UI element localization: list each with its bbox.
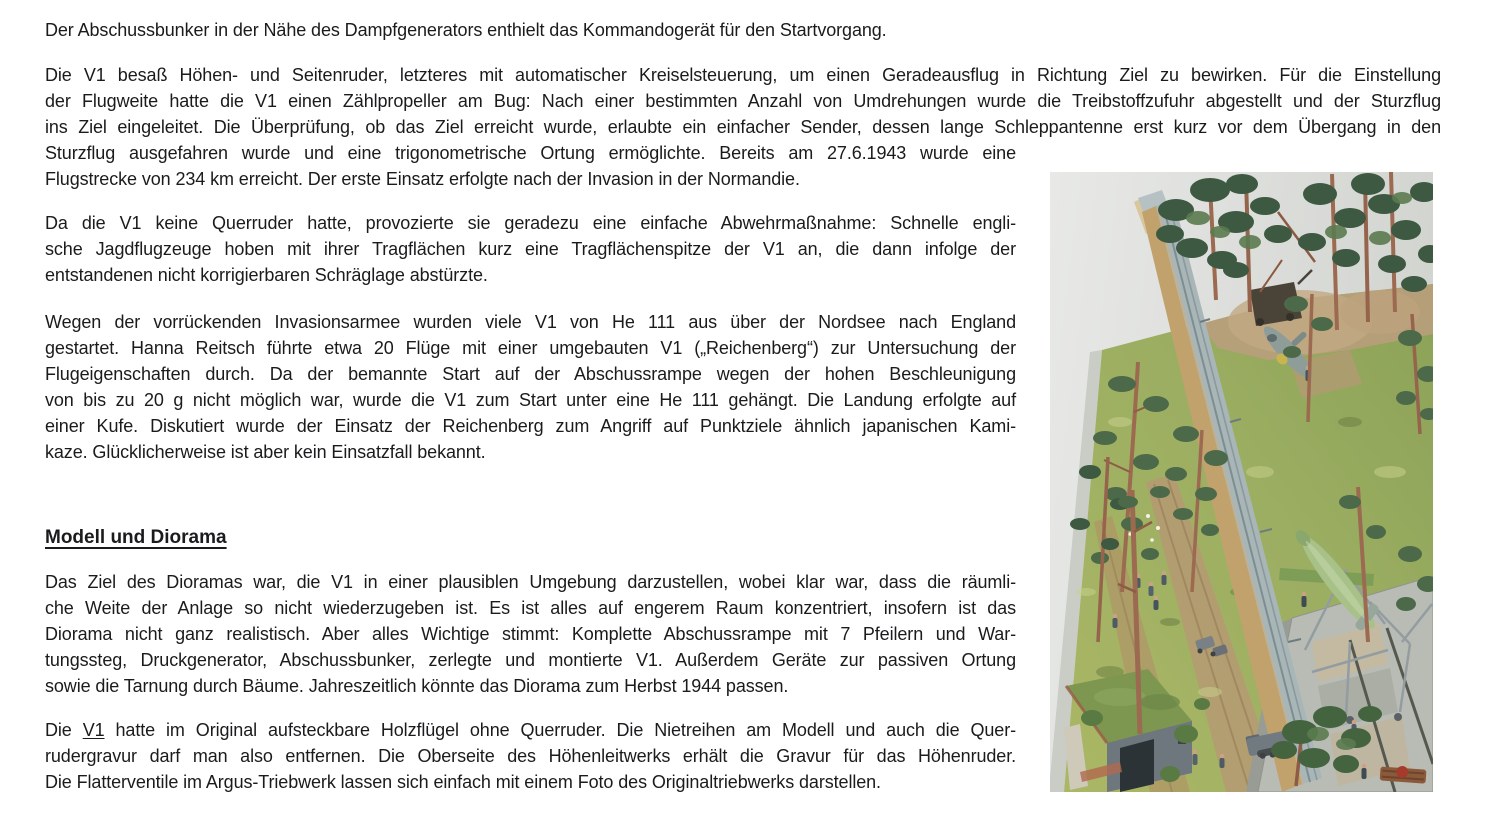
text-line: Sturzflug ausgefahren wurde und eine trigonometrische Ortung ermöglichte. Bereits am 27.6.1943 wurde eine bbox=[45, 143, 1016, 163]
text-line: kaze. Glücklicherweise ist aber kein Einsatzfall bekannt. bbox=[45, 442, 486, 462]
text-run: hatte im Original aufsteckbare Holzflügel ohne Querruder. Die Nietreihen am Modell und auch die Quer- bbox=[104, 720, 1016, 740]
text-line: sowie die Tarnung durch Bäume. Jahreszeitlich könnte das Diorama zum Herbst 1944 passen. bbox=[45, 676, 789, 696]
paragraph-modellbau bbox=[45, 717, 1016, 795]
text-line: Flugstrecke von 234 km erreicht. Der erste Einsatz erfolgte nach der Invasion in der Normandie. bbox=[45, 169, 800, 189]
paragraph-reichenberg bbox=[45, 309, 1016, 465]
text-line: Da die V1 keine Querruder hatte, provozierte sie geradezu eine einfache Abwehrmaßnahme: Schnelle engli- bbox=[45, 213, 1016, 233]
text-line: Das Ziel des Dioramas war, die V1 in einer plausiblen Umgebung darzustellen, wobei klar war, dass die räumli- bbox=[45, 572, 1016, 592]
text-line: Flugeigenschaften durch. Da der bemannte Start auf der Abschussrampe wegen der hohen Beschleunigung bbox=[45, 364, 1016, 384]
text-line: che Weite der Anlage so nicht wiederzugeben ist. Es ist alles auf engerem Raum konzentriert, insofern ist das bbox=[45, 598, 1016, 618]
text-line: Diorama nicht ganz realistisch. Aber alles Wichtige stimmt: Komplette Abschussrampe mit 7 Pfeilern und War- bbox=[45, 624, 1016, 644]
text-line bbox=[45, 717, 1016, 743]
diorama-photo-illustration bbox=[1050, 172, 1433, 792]
text-line: Die Flatterventile im Argus-Triebwerk lassen sich einfach mit einem Foto des Originaltriebwerks darstellen. bbox=[45, 772, 881, 792]
text-line: Die V1 besaß Höhen- und Seitenruder, letzteres mit automatischer Kreiselsteuerung, um einen Geradeausflug in Richtung Ziel zu bewirken. Für die Einstellung bbox=[45, 65, 1441, 85]
text-run-underlined: V1 bbox=[82, 720, 105, 740]
text-line: Der Abschussbunker in der Nähe des Dampfgenerators enthielt das Kommandogerät für den Startvorgang. bbox=[45, 20, 887, 40]
text-line: einer Kufe. Diskutiert wurde der Einsatz der Reichenberg zum Angriff auf Punktziele ähnlich japanischen Kami- bbox=[45, 416, 1016, 436]
text-line: Wegen der vorrückenden Invasionsarmee wurden viele V1 von He 111 aus über der Nordsee nach England bbox=[45, 312, 1016, 332]
paragraph-abwehr bbox=[45, 210, 1016, 288]
text-line: ins Ziel eingeleitet. Die Überprüfung, ob das Ziel erreicht wurde, erlaubte ein einfacher Sender, dessen lange Schleppantenne erst kurz vor dem Übergang in den bbox=[45, 117, 1441, 137]
text-line: rudergravur darf man also entfernen. Die Oberseite des Höhenleitwerks erhält die Gravur für das Höhenruder. bbox=[45, 746, 1016, 766]
text-run: Die bbox=[45, 720, 83, 740]
text-line: von bis zu 20 g nicht möglich war, wurde die V1 zum Start unter eine He 111 gehängt. Die Landung erfolgte auf bbox=[45, 390, 1016, 410]
paragraph-diorama-ziel bbox=[45, 569, 1016, 699]
text-line: sche Jagdflugzeuge hoben mit ihrer Tragflächen kurz eine Tragflächenspitze der V1 an, die dann infolge der bbox=[45, 239, 1016, 259]
text-line: entstandenen nicht korrigierbaren Schräglage abstürzte. bbox=[45, 265, 488, 285]
diorama-photo bbox=[1050, 172, 1433, 792]
paragraph-abschussbunker bbox=[45, 17, 1441, 43]
text-line: gestartet. Hanna Reitsch führte etwa 20 Flüge mit einer umgebauten V1 („Reichenberg“) zur Untersuchung der bbox=[45, 338, 1016, 358]
section-heading: Modell und Diorama bbox=[45, 527, 227, 548]
text-line: der Flugweite hatte die V1 einen Zählpropeller am Bug: Nach einer bestimmten Anzahl von Umdrehungen wurde die Treibstoffzufuhr abgestellt und der Sturzflug bbox=[45, 91, 1441, 111]
text-line: tungssteg, Druckgenerator, Abschussbunker, zerlegte und montierte V1. Außerdem Geräte zur passiven Ortung bbox=[45, 650, 1016, 670]
